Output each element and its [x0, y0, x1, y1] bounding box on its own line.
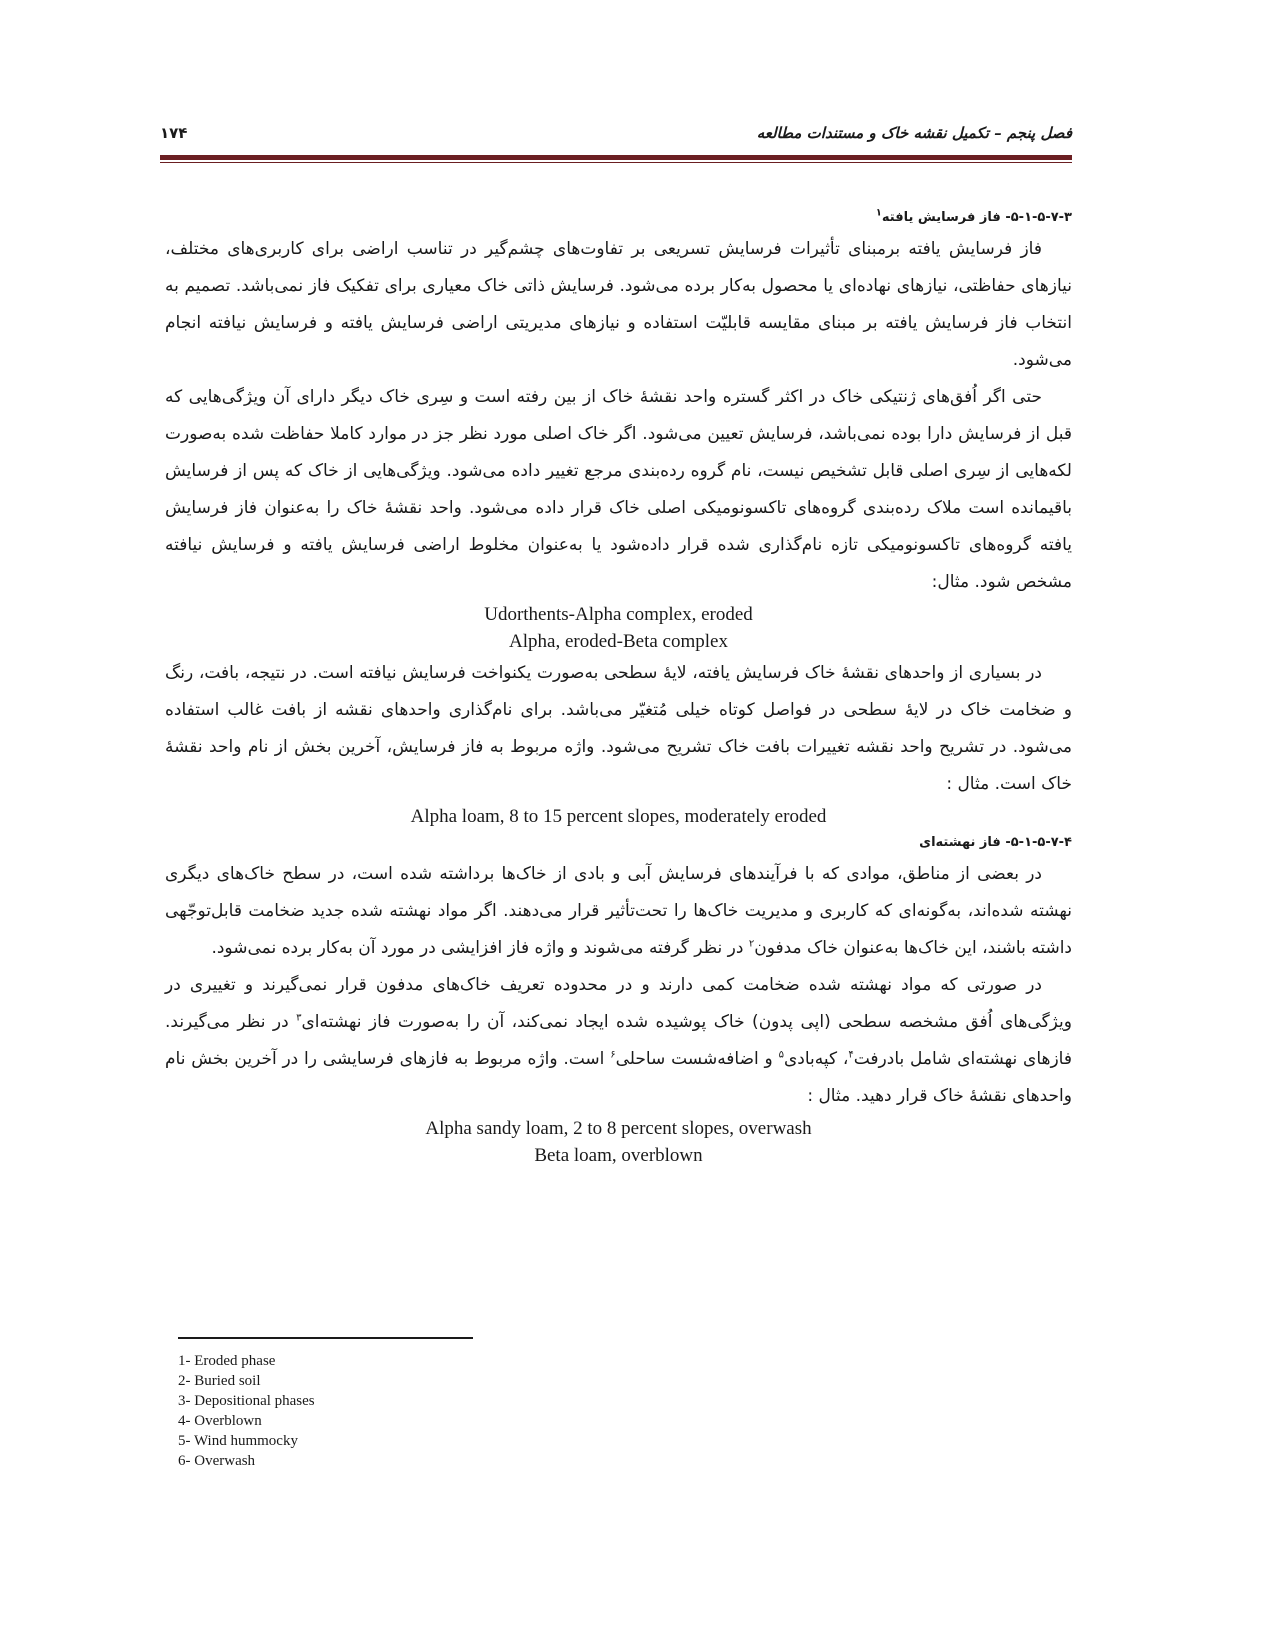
section-heading-eroded-phase [165, 205, 1072, 231]
footnote-item: 5- Wind hummocky [178, 1433, 298, 1449]
paragraph-text: و اضافه‌شست ساحلی [615, 1049, 779, 1069]
footnote-separator [178, 1337, 473, 1339]
paragraph-text: در بعضی از مناطق، موادی که با فرآیندهای فرسایش آبی و بادی از خاک‌ها برداشته شده است، در سطح خاک‌های دیگری نهشته شده‌اند، به‌گونه‌ای که کاربری و مدیریت خاک‌ها را تحت‌تأثیر قرار می‌دهند. اگر مواد نهشته شده جدید ضخامت قابل‌توجّهی داشته باشند، این خاک‌ها به‌عنوان خاک مدفون [165, 864, 1072, 958]
paragraph-text: در صورتی که مواد نهشته شده ضخامت کمی دارند و در محدوده تعریف خاک‌های مدفون قرار نمی‌گیرند و تغییری در ویژگی‌های اُفق مشخصه سطحی (اپی پدون) خاک پوشیده شده ایجاد نمی‌کند، آن را به‌صورت فاز نهشته‌ای [165, 975, 1072, 1032]
footnote-item: 4- Overblown [178, 1413, 262, 1429]
footnote-item: 1- Eroded phase [178, 1353, 276, 1369]
example-line: Alpha, eroded-Beta complex [509, 631, 728, 652]
paragraph [165, 967, 1072, 1115]
running-header [160, 124, 1072, 154]
footnotes-list [178, 1351, 315, 1471]
page-number: ۱۷۴ [160, 124, 188, 142]
paragraph-text: ، کپه‌بادی [783, 1049, 849, 1069]
example-line: Udorthents-Alpha complex, eroded [484, 604, 753, 625]
paragraph: در بسیاری از واحدهای نقشهٔ خاک فرسایش یافته، لایهٔ سطحی به‌صورت یکنواخت فرسایش نیافته است. در نتیجه، بافت، رنگ و ضخامت خاک در لایهٔ سطحی در فواصل کوتاه خیلی مُتغیّر می‌باشد. برای نام‌گذاری واحدهای نقشه از بافت غالب استفاده می‌شود. در تشریح واحد نقشه تغییرات بافت خاک تشریح می‌شود. واژه مربوط به فاز فرسایش، آخرین بخش از نام واحد نقشهٔ خاک است. مثال : [165, 663, 1072, 794]
header-rule-thin [160, 162, 1072, 163]
footnote-ref: ۳ [296, 1012, 302, 1024]
footnote-item: 6- Overwash [178, 1453, 256, 1469]
paragraph: حتی اگر اُفق‌های ژنتیکی خاک در اکثر گستره واحد نقشهٔ خاک از بین رفته است و سِری خاک دیگر دارای آن ویژگی‌هایی که قبل از فرسایش دارا بوده نمی‌باشد، فرسایش تعیین می‌شود. اگر خاک اصلی مورد نظر جز در موارد کاملا حفاظت شده به‌صورت لکه‌هایی از سِری اصلی قابل تشخیص نیست، نام گروه رده‌بندی مرجع تغییر داده می‌شود. ویژگی‌هایی از خاک که پس از فرسایش باقیمانده است ملاک رده‌بندی گروه‌های تاکسونومیکی اصلی خاک قرار داده می‌شود. واحد نقشهٔ خاک را به‌عنوان فاز فرسایش یافته گروه‌های تاکسونومیکی تازه نام‌گذاری شده قرار داده‌شود یا به‌عنوان مخلوط اراضی فرسایش یافته و فرسایش نیافته مشخص شود. مثال: [165, 387, 1072, 592]
example-line: Beta loam, overblown [534, 1145, 703, 1166]
footnote-item: 2- Buried soil [178, 1373, 261, 1389]
paragraph-text: است. واژه مربوط به فازهای فرسایشی را در آخرین بخش نام واحدهای نقشهٔ خاک قرار دهید. مثال : [165, 1049, 1072, 1106]
paragraph: فاز فرسایش یافته برمبنای تأثیرات فرسایش تسریعی بر تفاوت‌های چشم‌گیر در تناسب اراضی برای کاربری‌های مختلف، نیازهای حفاظتی، نیازهای نهاده‌ای یا محصول به‌کار برده می‌شود. فرسایش ذاتی خاک معیاری برای تفکیک فاز نمی‌باشد. تصمیم به انتخاب فاز فرسایش یافته بر مبنای مقایسه قابلیّت استفاده و نیازهای مدیریتی اراضی فرسایش یافته و فرسایش نیافته انجام می‌شود. [165, 239, 1072, 370]
example-line: Alpha sandy loam, 2 to 8 percent slopes, overwash [425, 1118, 812, 1139]
footnote-ref: ۵ [778, 1049, 784, 1061]
section-heading-text: ۵-۱-۵-۷-۳- فاز فرسایش یافته [881, 210, 1072, 225]
paragraph-text: در نظر می‌گیرند. فازهای نهشته‌ای شامل بادرفت [165, 1012, 1072, 1069]
paragraph [165, 856, 1072, 967]
chapter-title: فصل پنجم – تکمیل نقشه خاک و مستندات مطالعه [756, 124, 1072, 142]
section-heading-depositional-phase: ۵-۱-۵-۷-۴- فاز نهشته‌ای [919, 835, 1072, 850]
header-rule-thick [160, 155, 1072, 160]
footnote-ref: ۱ [875, 207, 882, 219]
page-body [165, 205, 1072, 1169]
footnote-ref: ۲ [748, 938, 755, 950]
footnote-item: 3- Depositional phases [178, 1393, 315, 1409]
footnote-ref: ۴ [848, 1049, 854, 1061]
example-line: Alpha loam, 8 to 15 percent slopes, moderately eroded [410, 806, 827, 827]
paragraph-text: در نظر گرفته می‌شوند و واژه فاز افزایشی در مورد آن به‌کار برده نمی‌شود. [211, 938, 749, 958]
footnote-ref: ۶ [610, 1049, 616, 1061]
